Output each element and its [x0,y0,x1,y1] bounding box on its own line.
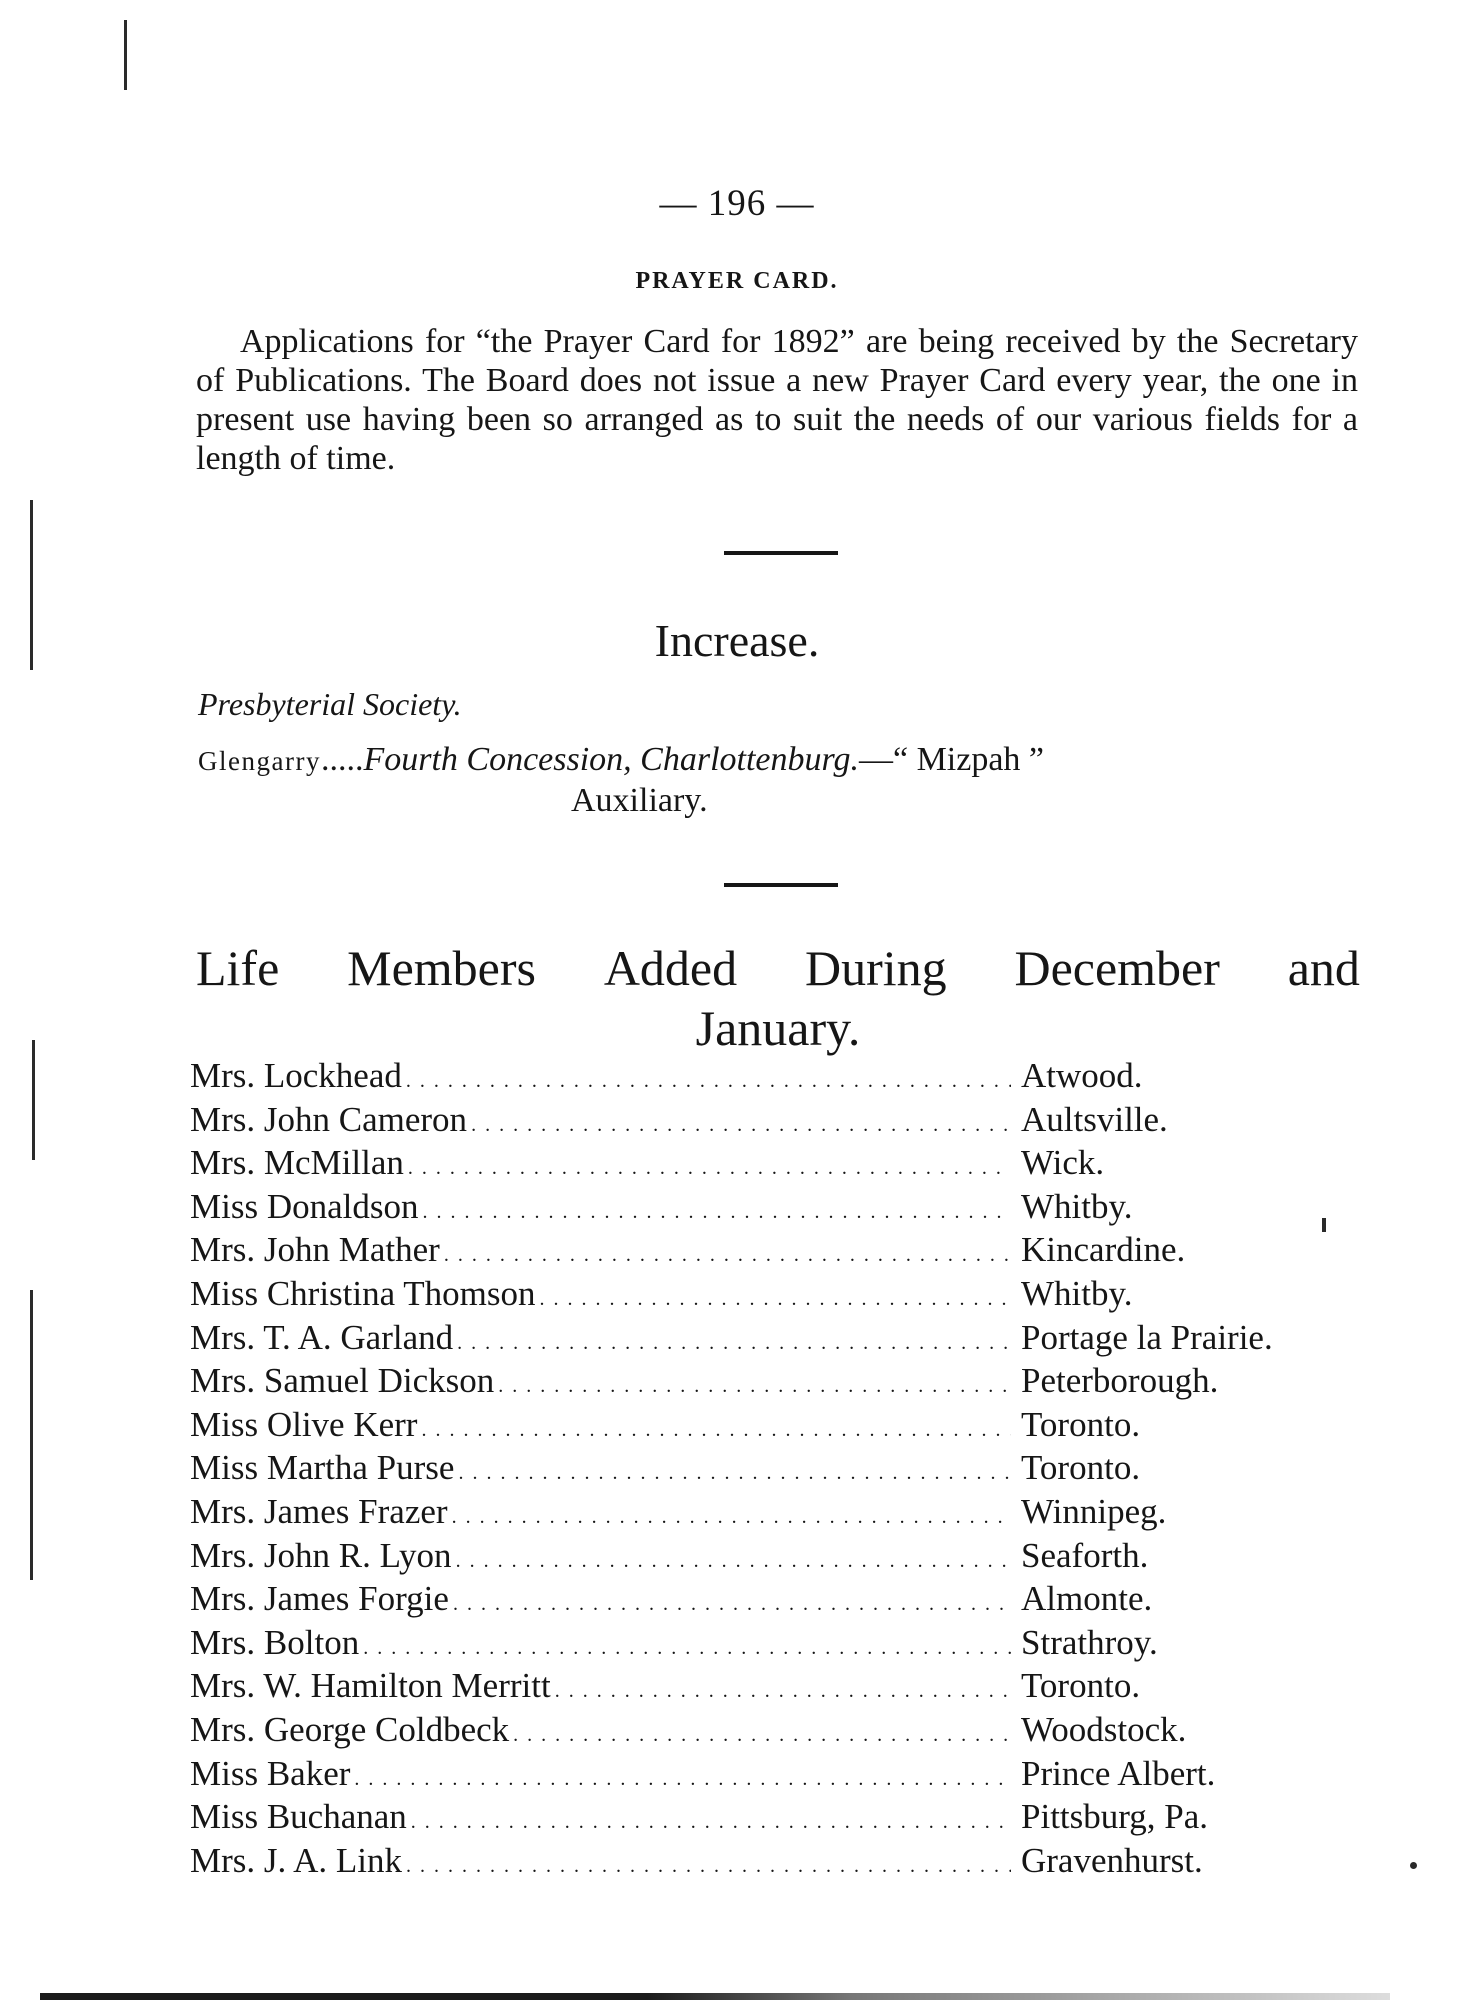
member-place: Wick. [1021,1143,1105,1183]
glengarry-auxiliary-name: —“ Mizpah ” [858,741,1045,778]
dot-leader [444,1231,1011,1275]
glengarry-line-1 [198,740,1358,781]
member-name: Mrs. Lockhead [190,1056,402,1095]
dot-leader [408,1144,1011,1188]
member-name: Mrs. George Coldbeck [190,1709,510,1749]
member-place: Peterborough. [1021,1361,1219,1401]
member-name: Mrs. James Frazer [190,1491,448,1531]
member-place: Whitby. [1021,1273,1133,1313]
life-members-title-line-2: January. [695,1000,861,1056]
member-row [190,1406,1366,1450]
member-place: Prince Albert. [1021,1753,1216,1793]
life-members-title-line-1 [196,938,1360,998]
member-row [190,1188,1366,1232]
member-row [190,1842,1366,1886]
member-row [190,1275,1366,1319]
dot-leader [555,1667,1011,1711]
member-row [190,1319,1366,1363]
member-row [190,1624,1366,1668]
member-name: Mrs. John R. Lyon [190,1535,452,1575]
member-place: Pittsburg, Pa. [1021,1797,1209,1837]
scan-margin-mark [1410,1862,1417,1869]
member-place: Aultsville. [1021,1099,1168,1139]
dot-leader [411,1798,1011,1842]
dot-leader [406,1842,1011,1886]
member-row [190,1537,1366,1581]
member-place: Whitby. [1021,1186,1133,1226]
member-place: Woodstock. [1021,1709,1187,1749]
title-word: Life [196,940,280,996]
member-name: Mrs. J. A. Link [190,1840,402,1880]
member-row [190,1798,1366,1842]
section-divider [724,883,838,887]
member-place: Almonte. [1021,1579,1153,1619]
member-place: Seaforth. [1021,1535,1149,1575]
member-name: Mrs. McMillan [190,1143,404,1183]
member-name: Miss Christina Thomson [190,1273,536,1313]
dot-leader [363,1624,1011,1668]
member-place: Atwood. [1021,1056,1143,1095]
dot-leader [471,1101,1011,1145]
scan-margin-mark [32,1040,35,1160]
dot-leader [406,1057,1011,1101]
prayer-card-heading: PRAYER CARD. [635,268,839,294]
member-row [190,1449,1366,1493]
title-word: Members [347,940,536,996]
scan-margin-mark [1322,1218,1326,1232]
life-members-title [196,938,1360,1058]
glengarry-place: Glengarry [198,746,321,776]
member-name: Miss Martha Purse [190,1448,455,1488]
member-row [190,1580,1366,1624]
section-divider [724,551,838,555]
scan-margin-mark [30,1290,33,1580]
increase-title: Increase. [654,615,820,666]
member-name: Mrs. James Forgie [190,1579,449,1619]
member-row [190,1667,1366,1711]
life-members-list [190,1057,1366,1885]
member-name: Mrs. John Cameron [190,1099,468,1139]
title-word: December [1014,940,1220,996]
member-name: Miss Olive Kerr [190,1404,418,1444]
dot-leader [423,1188,1012,1232]
title-word: and [1287,940,1360,996]
dot-leader [354,1755,1011,1799]
dot-leader [421,1406,1011,1450]
dot-leader [453,1580,1011,1624]
member-row [190,1101,1366,1145]
dot-leader [456,1537,1011,1581]
member-place: Portage la Prairie. [1021,1317,1273,1357]
member-row [190,1057,1366,1101]
glengarry-auxiliary-label: Auxiliary. [571,782,708,819]
member-place: Strathroy. [1021,1622,1158,1662]
scan-margin-mark [124,20,127,90]
dot-leader [452,1493,1011,1537]
scan-bottom-edge [40,1993,1390,2000]
glengarry-dots: ..... [320,741,364,778]
dot-leader [458,1449,1011,1493]
member-row [190,1144,1366,1188]
member-name: Miss Baker [190,1753,351,1793]
member-row [190,1755,1366,1799]
presbyterial-society-label: Presbyterial Society. [198,686,462,722]
member-place: Toronto. [1021,1666,1141,1706]
member-name: Mrs. W. Hamilton Merritt [190,1666,551,1706]
member-row [190,1362,1366,1406]
glengarry-location: Fourth Concession, Charlottenburg. [363,741,859,778]
member-name: Miss Buchanan [190,1797,407,1837]
page-number: — 196 — [659,183,815,224]
member-place: Toronto. [1021,1404,1141,1444]
member-place: Gravenhurst. [1021,1840,1203,1880]
title-word: Added [603,940,738,996]
member-name: Mrs. Samuel Dickson [190,1361,495,1401]
prayer-card-text: Applications for “the Prayer Card for 1892” are being received by the Secretary of Publications. The Board does not issue a new Prayer Card every year, the one in present use having been so arranged as to suit the needs of our various fields for a length of time. [196,323,1358,477]
member-place: Kincardine. [1021,1230,1186,1270]
member-name: Mrs. T. A. Garland [190,1317,454,1357]
member-name: Mrs. Bolton [190,1622,360,1662]
glengarry-entry [198,740,1358,821]
member-name: Miss Donaldson [190,1186,419,1226]
prayer-card-paragraph [196,322,1358,478]
dot-leader [498,1362,1011,1406]
member-place: Toronto. [1021,1448,1141,1488]
member-place: Winnipeg. [1021,1491,1167,1531]
member-row [190,1231,1366,1275]
member-name: Mrs. John Mather [190,1230,440,1270]
dot-leader [513,1711,1011,1755]
dot-leader [540,1275,1011,1319]
member-row [190,1711,1366,1755]
scan-margin-mark [30,500,33,670]
member-row [190,1493,1366,1537]
dot-leader [457,1319,1011,1363]
title-word: During [804,940,947,996]
